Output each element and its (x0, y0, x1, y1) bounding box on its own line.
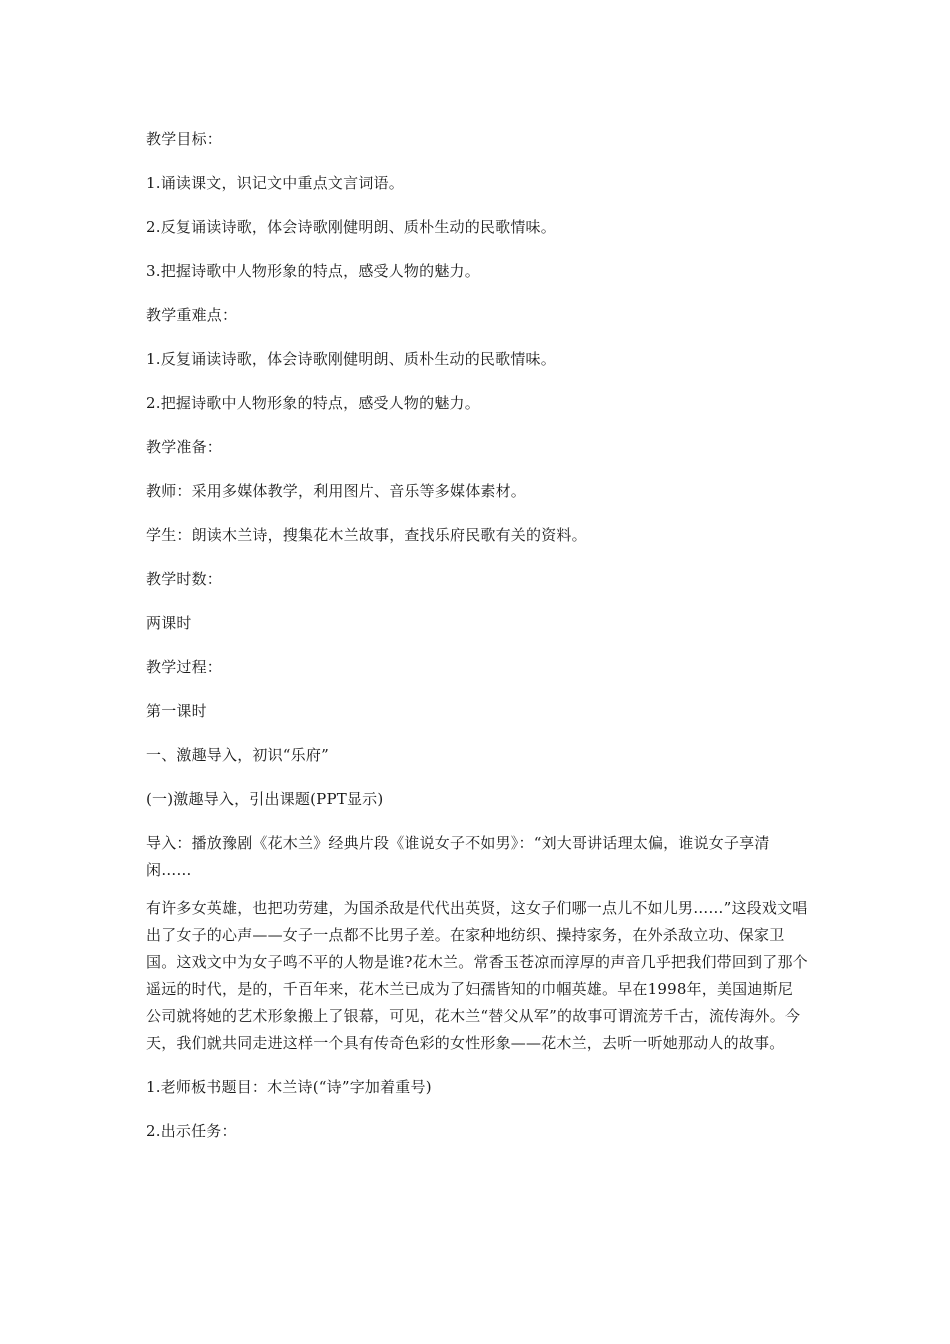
class-hours-value: 两课时 (146, 614, 192, 632)
preparation-student: 学生：朗读木兰诗，搜集花木兰故事，查找乐府民歌有关的资料。 (146, 526, 587, 544)
body-paragraph: 有许多女英雄，也把功劳建，为国杀敌是代代出英贤，这女子们哪一点儿不如儿男……”这段戏文唱出了女子的心声——女子一点都不比男子差。在家种地纺织、操持家务，在外杀敌立功、保家卫国。这戏文中为女子鸣不平的人物是谁?花木兰。常香玉苍凉而淳厚的声音几乎把我们带回到了那个遥远的时代，是的，千百年来，花木兰已成为了妇孺皆知的巾帼英雄。早在1998年，美国迪斯尼公司就将她的艺术形象搬上了银幕，可见，花木兰“替父从军”的故事可谓流芳千古，流传海外。今天，我们就共同走进这样一个具有传奇色彩的女性形象——花木兰，去听一听她那动人的故事。 (146, 899, 808, 1052)
difficulty-item-2: 2.把握诗歌中人物形象的特点，感受人物的魅力。 (146, 394, 480, 412)
step-item-1: 1.老师板书题目：木兰诗(“诗”字加着重号) (146, 1078, 432, 1096)
heading-class-hours: 教学时数： (146, 570, 223, 588)
subsection-heading-1: (一)激趣导入，引出课题(PPT显示) (146, 790, 384, 808)
document-page (146, 126, 808, 1162)
preparation-teacher: 教师：采用多媒体教学，利用图片、音乐等多媒体素材。 (146, 482, 527, 500)
heading-teaching-goals: 教学目标： (146, 130, 223, 148)
step-item-2: 2.出示任务： (146, 1122, 237, 1140)
goal-item-3: 3.把握诗歌中人物形象的特点，感受人物的魅力。 (146, 262, 480, 280)
goal-item-2: 2.反复诵读诗歌，体会诗歌刚健明朗、质朴生动的民歌情味。 (146, 218, 556, 236)
section-heading-1: 一、激趣导入，初识“乐府” (146, 746, 329, 764)
intro-paragraph: 导入：播放豫剧《花木兰》经典片段《谁说女子不如男》：“刘大哥讲话理太偏，谁说女子享清闲…… (146, 834, 770, 879)
difficulty-item-1: 1.反复诵读诗歌，体会诗歌刚健明朗、质朴生动的民歌情味。 (146, 350, 556, 368)
heading-preparation: 教学准备： (146, 438, 223, 456)
heading-teaching-process: 教学过程： (146, 658, 223, 676)
goal-item-1: 1.诵读课文，识记文中重点文言词语。 (146, 174, 404, 192)
heading-key-difficulties: 教学重难点： (146, 306, 238, 324)
first-lesson-label: 第一课时 (146, 702, 207, 720)
